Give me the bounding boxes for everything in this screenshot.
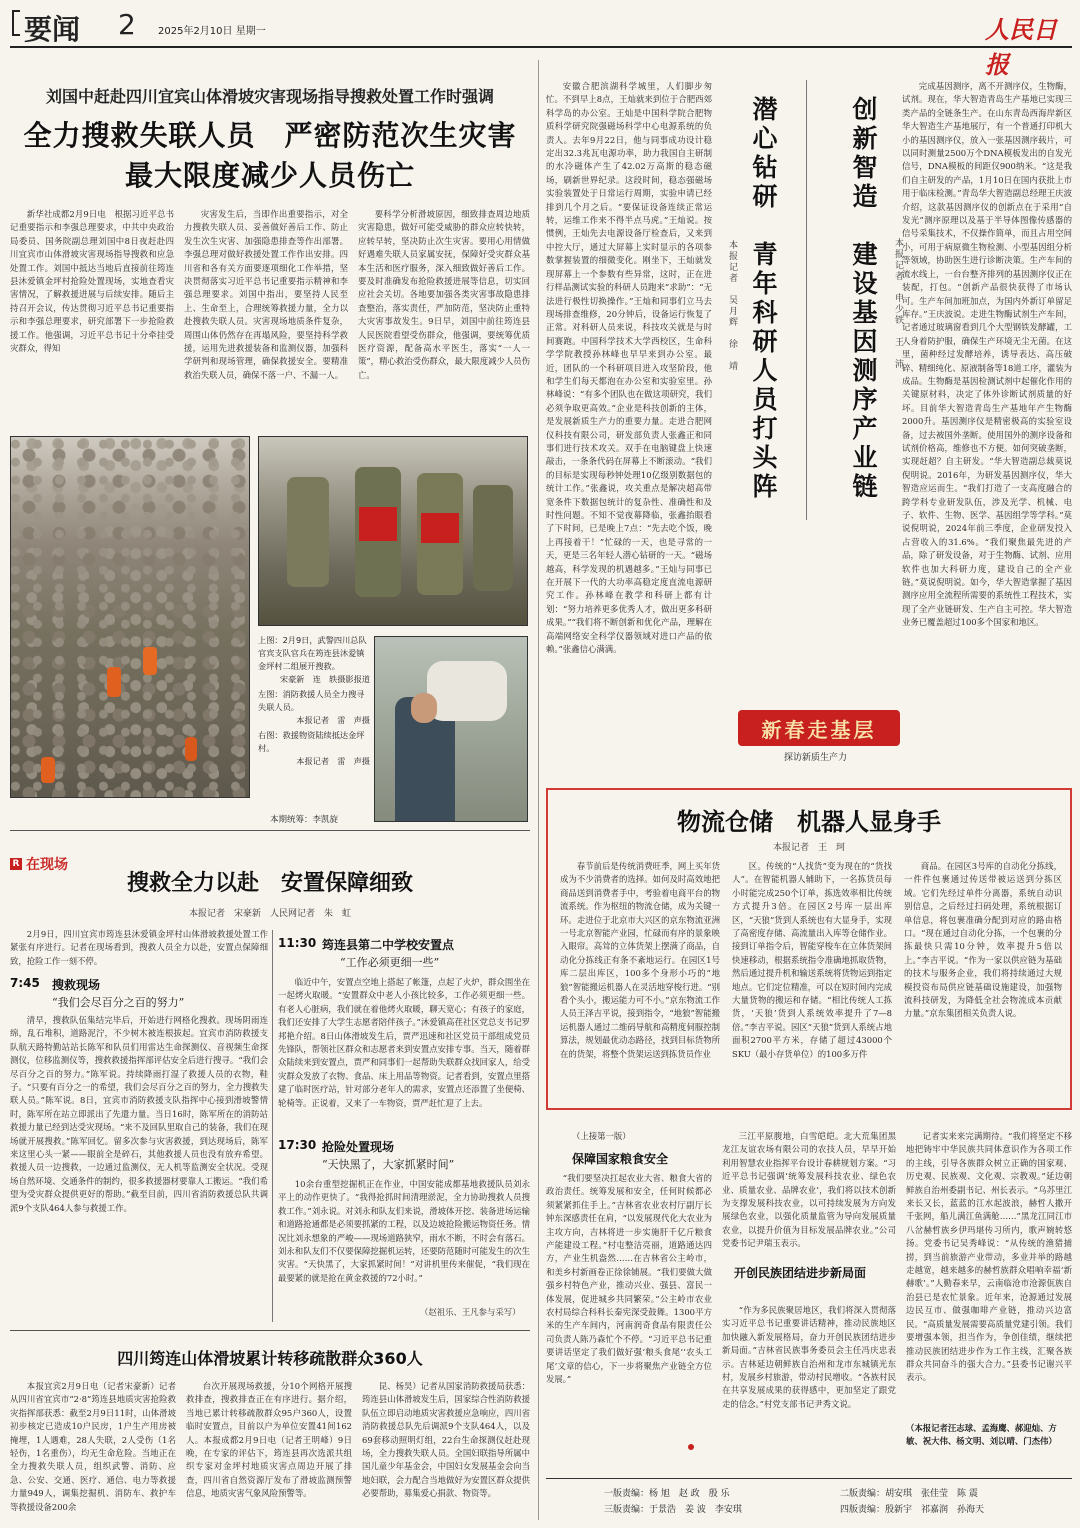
footer-editors-4: 四版责编：殷新宇 祁嘉润 孙海天 bbox=[840, 1505, 985, 1515]
rescuer-figure bbox=[41, 757, 55, 783]
tech2-col-1: 完成基因测序，离不开测序仪，生物酶，试剂。现在，华大智造青岛生产基地已实现三类产品的全链条生产。在山东青岛西海岸新区华大智造生产基地展厅，有一个普通打印机大小的基因测序仪，放入一张基因测序载片，可以同时测量2500万个DNA模板发出的自发光信号，DNA模板的间距仅900纳米。“这是我们自主研发的产品，1月10日在国内获批上市用于临床检测。”青岛华大智造副总经理王庆波介绍，这款基因测序仪的创新点在于采用“自发光”测序原理以及基于半导体图像传感器的信号采集技术，不仅操作简单，而且占用空间小，可用于病原微生物检测、小型基因组分析等领域，协助医生进行诊断决策。生产车间的流水线上，一台台整齐排列的基因测序仪正在装配，打包。“创新产品很快获得了市场认可。生产车间加班加点，为国内外新订单留足库存。”王庆波说。走进生物酶试剂生产车间，记者通过玻璃窗看到几个大型钢铁发酵罐，工人身着防护服，确保生产环境无尘无菌。在这里，菌种经过发酵培养，诱导表达、高压破碎、精细纯化、原液制备等18道工序，灌装为成品。生物酶是基因检测试剂中起催化作用的关键原材料，决定了体外诊断试剂质量的好坏。目前华大智造青岛生产基地年产生物酶2000升。基因测序仪是精密极高的实验室设备，过去被国外垄断。使用国外的测序设备和试剂价格高，维修也不方便。如何突破垄断，实现赶超？自主研发。“华大智造副总裁莫说倪明说。2016年，为研发基因测序仪，华大智造应运而生。“我们打造了一支高度融合的跨学科专业研发队伍，涉及光学、机械、电子、软件、生物、医学、基因组学等学科。”莫说倪明说，2024年前三季度，企业研发投入占营收入的31.6%。“我们聚焦最先进的产品，除了研发设备，对于生物酶、试剂、应用软件也加大科研力度，建设自己的全产业链。”莫说倪明说。如今，华大智造掌握了基因测序应用全流程所需要的系统性工程技术，实现了全产业链研发、生产自主可控。华大智造业务已覆盖超过100多个国家和地区。 bbox=[902, 81, 1072, 628]
scene-intro: 2月9日，四川宜宾市筠连县沐爱镇金坪村山体滑坡救援处置工作紧张有序进行。记者在现场看到，搜救人员全力以赴，安置点保障细致，抢险工作一刻不停。 bbox=[10, 929, 268, 966]
continued-h2: 开创民族团结进步新局面 bbox=[734, 1266, 867, 1280]
caption-top-credit: 宋豪新 连 轶摄影报道 bbox=[279, 674, 370, 684]
col-rule bbox=[272, 930, 273, 1322]
lead-col-1: 新华社成都2月9日电 根据习近平总书记重要指示和李强总理要求，中共中央政治局委员、国务院副总理刘国中8日夜赶赴四川宜宾市山体滑坡灾害现场指导搜救和应急处置工作。刘国中抵达当地后直接前往筠连县沐爱镇金坪村抢险处置现场，实地查看灾害情况，了解救援进展与后续安排。随后主持召开会议，传达贯彻习近平总书记重要指示和李强总理要求，研究部署下一步抢险救援工作。他强调，习近平总书记十分牵挂受灾群众，得知 bbox=[10, 209, 174, 354]
paper-logo: 人民日报 bbox=[985, 15, 1057, 79]
worker-face bbox=[411, 693, 437, 723]
footer-editors-2: 二版责编：胡安琪 张佳莹 陈 震 bbox=[840, 1489, 978, 1499]
lead-kicker: 刘国中赶赴四川宜宾山体滑坡灾害现场指导搜救处置工作时强调 bbox=[45, 87, 494, 106]
caption-top-text: 上图：2月9日，武警四川总队官宾支队官兵在筠连县沐爱镇金坪村二组展开搜救。 bbox=[258, 635, 367, 671]
footer-editors-1: 一版责编：杨 旭 赵 政 殷 乐 bbox=[604, 1489, 730, 1499]
xinchun-banner bbox=[738, 710, 900, 764]
rubble-texture bbox=[11, 437, 250, 798]
lead-title-1: 全力搜救失联人员 严密防范次生灾害 bbox=[23, 119, 517, 152]
bottom-left-col-2: 台次开展现场救援，分10个网格开展搜救排查，搜救排查正在有序进行。据介绍，当地已累计转移疏散群众95户360人，设置临时安置点，目前以户为单位安置41间162人。本报成都2月9日电（记者王明峰）9日晚，在专家的评估下，筠连县再次选派共组织专家对金坪村地质灾害点周边开展了排查，四川省自然资源厅发布了滑坡监测预警信息，地质灾害气象风险预警等。 bbox=[186, 1381, 352, 1499]
rescuer-figure bbox=[185, 737, 197, 761]
banner-title: 新春走基层 bbox=[761, 718, 877, 742]
issue-date: 2025年2月10日 星期一 bbox=[158, 26, 266, 37]
tech2-byline: 本报记者 申少铁 王 沛 bbox=[893, 238, 903, 370]
bottom-left-title: 四川筠连山体滑坡累计转移疏散群众360人 bbox=[117, 1349, 423, 1368]
masthead-bracket bbox=[12, 10, 20, 36]
banner-subtitle: 探访新质生产力 bbox=[784, 753, 848, 763]
section-title: 要闻 bbox=[24, 13, 81, 46]
scene-byline: 本报记者 宋豪新 人民网记者 朱 虹 bbox=[188, 909, 351, 919]
caption-right-text: 右图：救援物资陆续抵达金坪村。 bbox=[258, 730, 365, 753]
t1-head: 搜救现场 bbox=[52, 978, 101, 992]
caption-left-credit: 本报记者 雷 声摄 bbox=[296, 715, 370, 725]
scene-tag-label: 在现场 bbox=[26, 857, 68, 873]
caption-left-text: 左图：消防救援人员全力搜寻失联人员。 bbox=[258, 689, 365, 712]
rescuer-figure bbox=[143, 647, 157, 675]
footer-editors-3: 三版责编：于景浩 姜 波 李安琪 bbox=[604, 1505, 742, 1515]
soldier-figure bbox=[287, 477, 329, 587]
page-gutter bbox=[538, 60, 539, 1520]
soldier-figure bbox=[473, 485, 513, 591]
photo-caption-top bbox=[258, 634, 370, 814]
lead-title-2: 最大限度减少人员伤亡 bbox=[124, 159, 415, 192]
masthead bbox=[0, 0, 1080, 79]
tech1-byline: 本报记者 吴月辉 徐 靖 bbox=[727, 240, 737, 372]
tech2-title: 创新智造 建设基因测序产业链 bbox=[849, 96, 878, 502]
t2-body: 临近中午，安置点空地上搭起了帐篷，点起了火炉，群众围坐在一起烤火取暖。“安置群众中老人小孩比较多，工作必须更细一些。有老人心脏病，我们就在着他烤火取暖，聊天宽心；有孩子的家庭，我们还安排了大学生志愿者陪伴孩子。”沐爱镇高荏社区党总支书记罗邦艳介绍。8日山体滑坡发生后，贾严迅速和社区党员干部组成党员先锋队，帮领社区群众和志愿者来到安置点安排专事。当天，随着群众陆续来到安置点，贾严和同事们一起帮助失联群众找回家人，给受灾群众发放了衣物、食品、床上用品等物资。记者看到，安置点里搭建了临时医疗站，针对部分老年人的需求，安置点还添置了坐便椅、轮椅等。正说着，又来了一车物资，贾严赶忙迎了上去。 bbox=[278, 977, 530, 1108]
red-dot bbox=[688, 1444, 694, 1450]
safety-vest bbox=[421, 513, 459, 543]
continued-col-3: 记者实来来完满期待。“我们将坚定不移地把铸牢中华民族共同体意识作为各项工作的主线，引导各族群众树立正确的国家观、历史观、民族观、文化观、宗教观。”延边朝鲜族自治州委副书记、州长表示。“乌苏里江来长又长，蓝蓝的江水起波浪，赫哲人撒开千张网，船儿满江鱼满舱……”黑龙江同江市八岔赫哲族乡伊玛堪传习所内，歌声婉转悠扬。党委书记吴秀峰说：“从传统的渔猎捕捞，到当前旅游产业带动，多业并举的路越走越宽，越来越多的赫哲族群众唱响幸福‘新赫歌’。”人勤春来早，云南临沧市沧源佤族自治县已是农忙景象。近年来，沧源通过发展边民互市、做强咖啡产业链，推动兴边富民。“高质量发展需要高质量党建引领。我们要增强本领，担当作为，争创佳绩，继续把推动民族团结进步作为工作主线，汇聚各族群众共同奋斗的强大合力。”县委书记谢兴平表示。 bbox=[906, 1131, 1072, 1383]
rescuer-figure bbox=[107, 667, 121, 697]
divider bbox=[10, 830, 530, 831]
t2-head: 筠连县第二中学校安置点 bbox=[322, 938, 455, 952]
robot-title: 物流仓储 机器人显身手 bbox=[677, 808, 941, 836]
scene-sign: （赵祖乐、王凡参与采写） bbox=[420, 1307, 521, 1317]
lead-col-2: 灾害发生后，当即作出重要指示，对全力搜救失联人员、妥善做好善后工作、防止发生次生灾害、加强隐患排查等作出部署。李强总理对做好救援处置工作作出安排。四川省和各有关方面要逐项细化工作举措，坚决贯彻落实习近平总书记重要指示精神和李强总理要求。刘国中指出，要坚持人民至上、生命至上，合理统筹救援力量，全力以赴搜救失联人员。灾害现场地质条件复杂，周围山体仍然存在再塌风险，要坚持科学救援，运用先进救援装备和监测仪器，加强科学研判和现场管理，确保救援安全。要精准救治失联人员，确保不落一户、不漏一人。 bbox=[184, 209, 348, 380]
rubble-photo-left bbox=[10, 436, 250, 798]
t3-time: 17:30 bbox=[278, 1138, 317, 1152]
safety-vest bbox=[359, 507, 397, 541]
soldiers-photo bbox=[258, 436, 528, 626]
continued-body-2: “作为多民族聚居地区，我们将深入贯彻落实习近平总书记重要讲话精神，推动民族地区加快融入新发展格局，奋力开创民族团结进步新局面。”吉林省民族事务委员会主任冯庆忠表示。吉林延边朝鲜族自治州和龙市东城镇光东村，发展乡村旅游，带动村民增收。“各族村民在共享发展成果的获得感中，更加坚定了跟党走的信念。”村党支部书记尹秀文说。 bbox=[722, 1305, 896, 1409]
scene-tag-icon: R bbox=[10, 858, 22, 870]
robot-col-1: 春节前后是传统消费旺季，网上买年货成为不少消费者的选择。如何及时高效地把商品送到消费者手中，考验着电商平台的物流系统。作为枢纽的物流仓储，成为关键一环。走进位于北京市大兴区的京东物流亚洲一号北京智能产业园，忙碌而有序的景象映入眼帘。高耸的立体货架上摆满了商品，自动化分拣线正有条不紊地运行。在园区1号库二层出库区，100多个身形小巧的“地狼”智能搬运机器人在灵活地穿梭行进。“别看个头小，搬运能力可不小。”京东物流工作人员王泽吉平说，接到指令，“地狼”智能搬运机器人通过二维码导航和高精度伺服控制算法，规划最优动态路径，找到目标货物所在的货架，将整个货架运送到拣货员作业 bbox=[560, 861, 720, 1059]
col-rule bbox=[806, 80, 807, 520]
masthead-rule bbox=[10, 46, 1072, 48]
tech1-col-1: 安徽合肥滨湖科学城里，人们脚步匆忙。不到早上8点，王灿就来到位于合肥西郊科学岛的办公室。王灿是中国科学院合肥物质科学研究院强磁场科学中心电源系统的负责人。去年9月22日，他与同事成功设计稳定出32.3兆瓦电源功率，助力我国自主研制的水冷磁体产生了42.02万高斯的稳态磁场，刷新世界纪录。这段时间，稳态强磁场实验装置处于日常运行周期，实验申请已经排到几个月之后。“要保证设备连续正常运转，运维工作来不得半点马虎。”王灿说。按惯例，王灿先去电源设备厅检查后，又来到中控大厅，通过大屏幕上实时显示的各项参数掌握装置的细微变化。刚坐下，王灿就发现屏幕上一个参数有些异常，这时，正在进行样品测试实验的科研人员跑来“求助”：“无法进行极性切换操作。”王灿和同事们立马去现场排查维修，20分钟后，设备运行恢复了正常。对科研人员来说，科技攻关就是与时间赛跑。中国科学技术大学西校区，生命科学学院教授孙林峰也早早来到办公室。最近，团队的一个科研项目进入攻坚阶段，他和学生们每天都泡在办公室和实验室里。孙林峰说：“有多个团队也在做这项研究，我们必须争取更高效。”企业是科技创新的主体，是发展新质生产力的重要力量。走进合肥网仪科技有限公司，研发部负责人张鑫正和同事们进行技术攻关。双手在电脑键盘上快速敲击，一条条代码在屏幕上不断滚动。“我们的目标是实现每秒钟处理10亿级别数据包的统计工作。”张鑫说，攻关重点是解决超高带宽条件下数据包统计的复杂性、准确性和及时性问题。不知不觉夜幕降临，张鑫抬眼看了下时间，已是晚上7点：“先去吃个饭，晚上再接着干！”忙碌的一天，也是寻常的一天，更是三名年轻人潜心钻研的一天。“磁场越高，科学发现的机遇越多。”王灿与同事已在开展下一代的大功率高稳定度直流电源研究工作。孙林峰在教学和科研上都有计划：“努力培养更多优秀人才，做出更多科研成果。”“我们将不断创新和优化产品，理解在高端网络安全科学仪器领域对进口产品的依赖。”张鑫信心满满。 bbox=[546, 81, 712, 655]
lead-col-3: 要科学分析滑坡原因，细致排查周边地质灾害隐患，做好可能受威胁的群众应转快转，应转早转，坚决防止次生灾害。要用心用情做好遇难失联人员家属安抚，保障好受灾群众基本生活和医疗服务，深入细致做好善后工作。要及时准确发布抢险救援进展等信息，切实回应社会关切。各地要加强各类灾害事故隐患排查整治，落实责任，严加防范，坚决防止重特大灾害事故发生。9日早，刘国中前往筠连县人民医院看望受伤群众，他强调，要统筹优质医疗资源，配备高水平医生，落实“一人一策”，精心救治受伤群众，最大限度减少人员伤亡。 bbox=[358, 209, 530, 380]
t3-body: 10余台重型挖掘机正在作业，中国安能成都基地救援队员刘永平上的动作更快了。“我得抢抓时间清理淤泥，全力协助搜救人员搜救工作。”刘永说。对刘永和队友们来说，滑坡体开挖、装备进场运输和道路抢通都是必须要抓紧的工程，以及边坡抢险搬运物资任务。情况比刘永想象的严峻——现场道路狭窄，雨水不断，不时会有落石。刘永和队友们不仅要保障挖掘机运转，还要防范随时可能发生的次生灾害。“天快黑了，大家抓紧时间！”对讲机里传来催促，“我们现在最要紧的就是抢在黄金救援的72小时。” bbox=[278, 1179, 530, 1283]
bottom-left-col-3: 昆、杨昊）记者从国家消防救援局获悉：筠连县山体滑坡发生后，国家综合性消防救援队伍立即启动地质灾害救援应急响应，四川省消防救援总队先后调派9个支队464人，以及69套移动照明灯组，22台生命探测仪赶赴现场，全力搜救失联人员。全国妇联指导所属中国儿童少年基金会，中国妇女发展基金会向当地妇联，会力配合当地做好为安置区群众提供必要帮助，募集爱心捐款、物资等。 bbox=[362, 1381, 530, 1499]
robot-col-2: 区。传统的“人找货”变为现在的“货找人”。在智能机器人辅助下，一名拣货员每小时能完成250个订单，拣选效率相比传统方式提升3倍。在园区2号库一层出库区，“天狼”货到人系统也有大显身手，实现了高密度存储、高流量出入库等仓储作业。接到订单指令后，智能穿梭车在立体货架间快速移动，根据系统指令准确地抓取货物，然后通过提升机和输送系统将货物运到指定地点。它们定位精准，可以在短时间内完成大量货物的搬运和存储。“相比传统人工拣货，‘天狼’货到人系统效率提升了7—8倍。”李吉平说。园区“天狼”货到人系统占地面积2700平方米，存储了超过43000个SKU（最小存货单位）的100多万件 bbox=[732, 861, 892, 1059]
supply-sack bbox=[427, 661, 507, 721]
continued-reporters: （本报记者汪志球、孟海鹰、郝迎灿、方敏、祝大伟、杨文明、刘以晴、门杰伟） bbox=[906, 1423, 1057, 1446]
page-editor: 本期统筹：李凯旋 bbox=[270, 815, 339, 825]
continued-tag: （上接第一版） bbox=[572, 1131, 631, 1141]
t1-body: 清早，搜救队伍集结完毕后，开始进行网格化搜救。现场阴雨连绵，乱石堆积，道路泥泞，不少树木被连根拔起。宜宾市消防救援支队航天路特勤站站长陈军和队员们用雷达生命探测仪、音视频生命探测仪，位移监测仪等，搜救救援指挥部评估安全后进行搜寻。“我们会尽百分之百的努力。”陈军说。持续降雨打湿了救援人员的衣物，鞋子。“只要有百分之一的希望，我们会尽百分之百的努力，全力搜救失联人员。”陈军说。8日，宜宾市消防救援支队指挥中心接到滑坡警情时，陈军所在站立即派出了先遣力量。当日16时，陈军所在的消防站救援力量已经到达受灾现场。“来不及回队里取自己的装备，我们在现场就开展搜救。”陈军回忆。留多次参与灾害救援，到达现场后，陈军来这里心头一紧——眼前全是碎石，其他救援人员也没有放弃希望。救援人员一边搜救，一边通过监测仪，无人机等监测安全状况。受现场自然环境、交通条件的制约，很多救援器材要靠人工搬运。“我们希望为受灾群众提供更好的帮助。”截至目前，四川省消防救援总队共调派9个支队464人参与救援工作。 bbox=[10, 1015, 268, 1213]
robot-story-box bbox=[546, 788, 1072, 1110]
caption-right-credit: 本报记者 雷 声摄 bbox=[296, 756, 370, 766]
robot-byline: 本报记者 王 珂 bbox=[772, 843, 845, 853]
continued-body-1: “我们要坚决扛起农业大省、粮食大省的政治责任。统筹发展和安全，任何时候都必须紧紧抓住手上。”吉林省农业农村厅副厅长钟东深感责任在肩，“以发展现代化大农业为主攻方向，吉林将进一步实施肝千亿斤粮食产能建设工程。”村屯整洁亮丽，道路通达四方，产业生机盎然……在吉林省公主岭市，和美乡村新画卷正徐徐铺展。“我们要做大做强乡村特色产业，推动兴业、强县、富民一体发展，促进城乡共同繁荣。”公主岭市农业农村局综合科科长秦宪深受鼓舞。1300平方米的生产车间内，河南润奇食品有限责任公司负责人陈乃森忙个不停。“习近平总书记重要讲话坚定了我们做好强‘粮头食尾’‘农头工尾’文章的信心，下一步将聚焦产业链全方位发展。” bbox=[546, 1173, 712, 1385]
divider bbox=[10, 1330, 530, 1331]
supplies-photo bbox=[374, 636, 528, 822]
t3-quote: “天快黑了，大家抓紧时间” bbox=[322, 1158, 455, 1171]
tech1-title: 潜心钻研 青年科研人员打头阵 bbox=[749, 96, 778, 502]
scene-title: 搜救全力以赴 安置保障细致 bbox=[126, 871, 413, 896]
robot-col-3: 商品。在园区3号库的自动化分拣线，一件件包裹通过传送带被运送到分拣区域。它们先经过单件分离器，系统自动识别信息，之后经过扫码处理，系统根据订单信息，将包裹准确分配到对应的路由格口。“现在通过自动化分拣，一个包裹的分拣最快只需10分钟，效率提升5倍以上。”李吉平说。“作为一家以供应链为基础的技术与服务企业，我们将持续通过大规模投资布局供应链基础设施建设，加强物流科技研发，为降低全社会物流成本贡献力量。”京东集团相关负责人说。 bbox=[904, 861, 1062, 1019]
bottom-left-col-1: 本报宜宾2月9日电（记者宋豪新）记者从四川省宜宾市“2·8”筠连县地质灾害抢险救灾指挥部获悉：截至2月9日11时，山体滑坡初步核定已造成10户民房，1户生产用房被掩埋，1人遇难，28人失联，2人受伤（1名轻伤，1名重伤），均无生命危险。当地正在全力搜救失联人员，组织武警、消防、应急、公安、交通、医疗、通信、电力等救援力量949人，调集挖掘机、消防车、救护车等救援设备200余 bbox=[10, 1381, 176, 1512]
page-number: 2 bbox=[118, 8, 136, 41]
t3-head: 抢险处置现场 bbox=[322, 1140, 395, 1154]
footer-rule bbox=[546, 1478, 1072, 1479]
continued-col-2a: 三江平原腹地，白雪皑皑。北大荒集团黑龙江友谊农场有限公司的农技人员，早早开始利用智慧农业指挥平台设计春耕规划方案。“习近平总书记强调‘统筹发展科技农业、绿色农业、质量农业、品牌农业’，我们将以技术创新为支撑发展科技农业，以可持续发展为方向发展绿色农业，以强化质量监管为导向发展质量农业，以提升价值为目标发展品牌农业。”公司党委书记尹瑞玉表示。 bbox=[722, 1131, 896, 1249]
t1-time: 7:45 bbox=[10, 976, 40, 990]
t2-quote: “工作必须更细一些” bbox=[340, 956, 440, 969]
t2-time: 11:30 bbox=[278, 936, 317, 950]
continued-h1: 保障国家粮食安全 bbox=[572, 1152, 669, 1166]
t1-quote: “我们会尽百分之百的努力” bbox=[52, 996, 185, 1009]
